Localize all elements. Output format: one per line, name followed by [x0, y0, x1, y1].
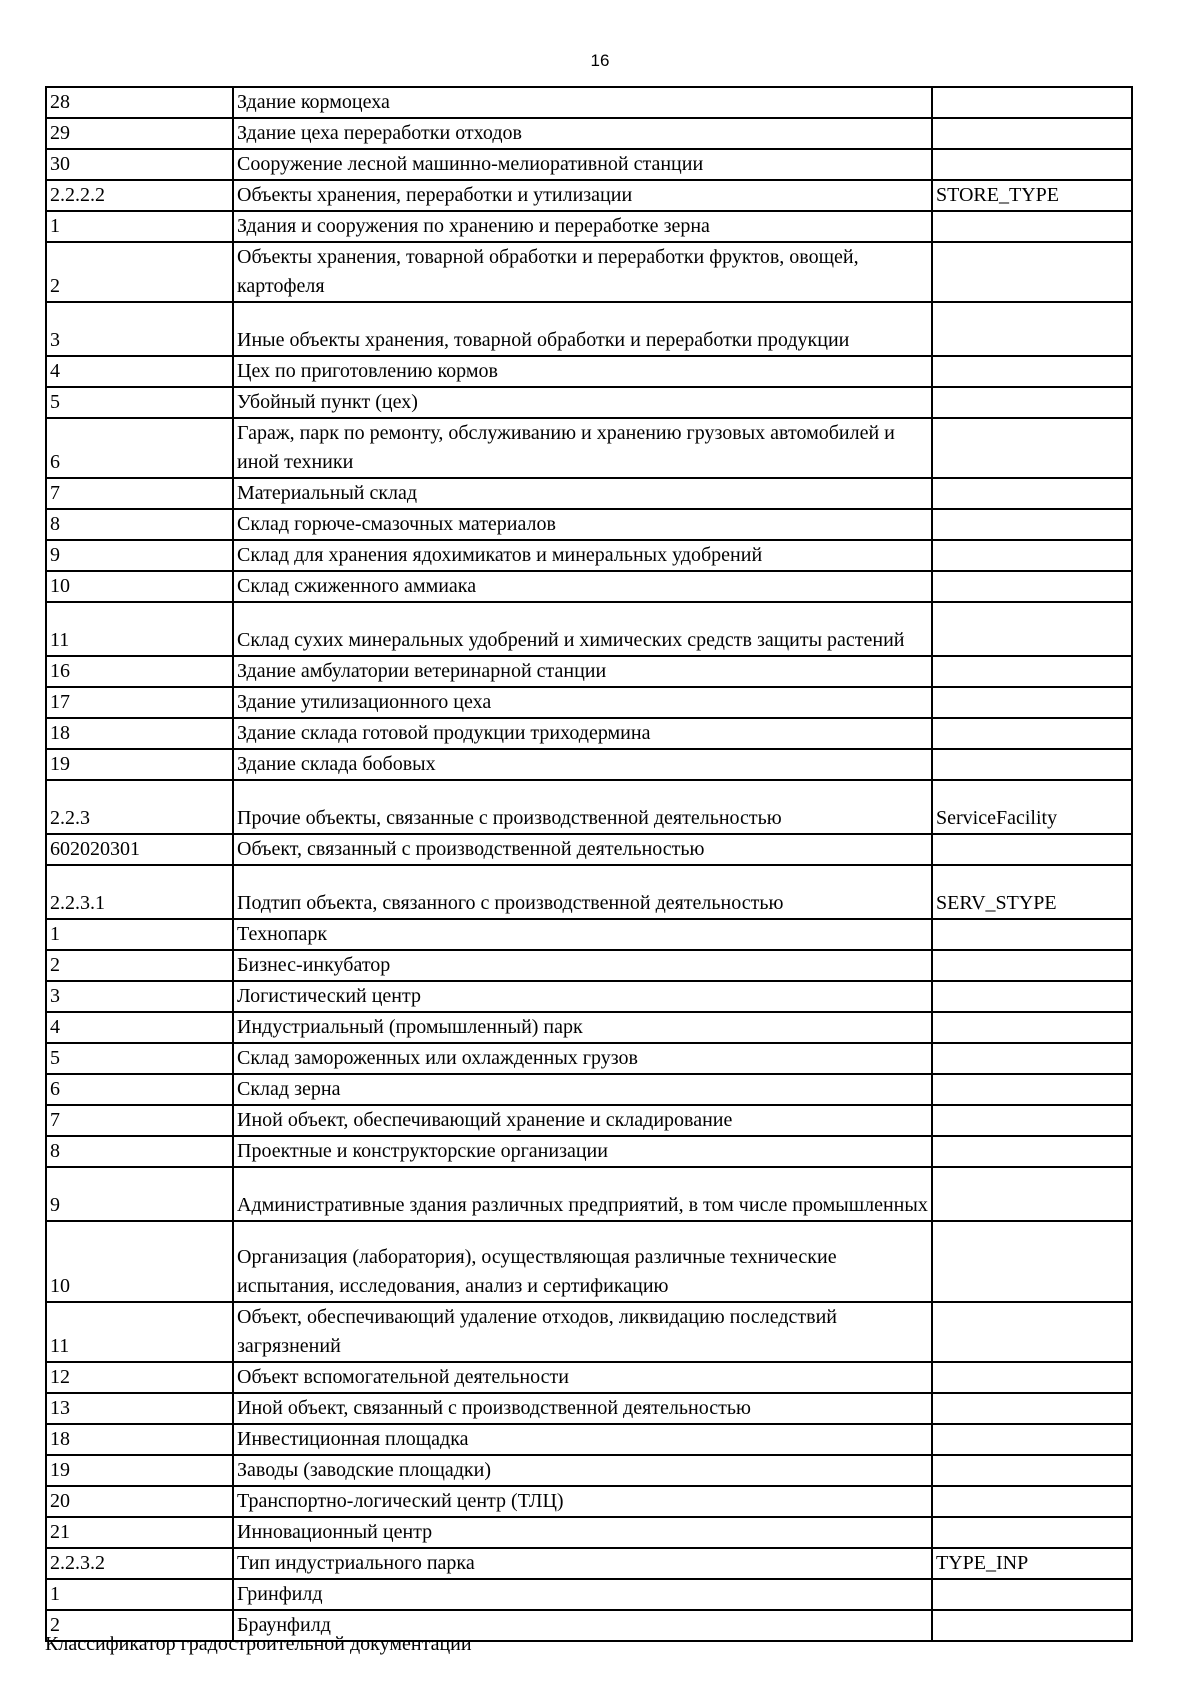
attribute-cell	[932, 211, 1132, 242]
table-row	[46, 687, 1132, 718]
table-row	[46, 387, 1132, 418]
attribute-cell	[932, 1610, 1132, 1641]
table-row	[46, 919, 1132, 950]
code-cell: 1	[46, 1579, 233, 1610]
code-cell: 28	[46, 87, 233, 118]
attribute-cell	[932, 1362, 1132, 1393]
name-cell: Здание кормоцеха	[233, 87, 932, 118]
attribute-cell	[932, 834, 1132, 865]
attribute-cell	[932, 1486, 1132, 1517]
attribute-cell	[932, 919, 1132, 950]
name-cell: Проектные и конструкторские организации	[233, 1136, 932, 1167]
attribute-cell	[932, 418, 1132, 478]
name-cell: Бизнес-инкубатор	[233, 950, 932, 981]
table-row	[46, 540, 1132, 571]
code-cell: 16	[46, 656, 233, 687]
table-row	[46, 718, 1132, 749]
code-cell: 7	[46, 1105, 233, 1136]
attribute-cell: SERV_STYPE	[932, 865, 1132, 919]
name-cell: Здание склада бобовых	[233, 749, 932, 780]
code-cell: 5	[46, 1043, 233, 1074]
attribute-cell	[932, 87, 1132, 118]
code-cell: 18	[46, 718, 233, 749]
attribute-cell	[932, 509, 1132, 540]
code-cell: 3	[46, 302, 233, 356]
table-row	[46, 242, 1132, 302]
table-row	[46, 865, 1132, 919]
name-cell: Сооружение лесной машинно-мелиоративной станции	[233, 149, 932, 180]
name-cell: Организация (лаборатория), осуществляющая различные технические испытания, исследования, анализ и сертификацию	[233, 1221, 932, 1302]
name-cell: Здания и сооружения по хранению и переработке зерна	[233, 211, 932, 242]
attribute-cell	[932, 602, 1132, 656]
attribute-cell	[932, 1012, 1132, 1043]
code-cell: 18	[46, 1424, 233, 1455]
table-row	[46, 1362, 1132, 1393]
attribute-cell	[932, 302, 1132, 356]
attribute-cell: TYPE_INP	[932, 1548, 1132, 1579]
code-cell: 13	[46, 1393, 233, 1424]
table-row	[46, 656, 1132, 687]
table-row	[46, 1221, 1132, 1302]
document-footer: Классификатор градостроительной документации	[45, 1633, 472, 1655]
table-row	[46, 571, 1132, 602]
name-cell: Материальный склад	[233, 478, 932, 509]
table-row	[46, 1517, 1132, 1548]
name-cell: Убойный пункт (цех)	[233, 387, 932, 418]
code-cell: 19	[46, 749, 233, 780]
attribute-cell	[932, 1455, 1132, 1486]
name-cell: Гараж, парк по ремонту, обслуживанию и хранению грузовых автомобилей и иной техники	[233, 418, 932, 478]
attribute-cell	[932, 540, 1132, 571]
code-cell: 11	[46, 1302, 233, 1362]
table-row	[46, 1012, 1132, 1043]
table-row	[46, 981, 1132, 1012]
table-row	[46, 509, 1132, 540]
table-row	[46, 1393, 1132, 1424]
code-cell: 1	[46, 211, 233, 242]
name-cell: Склад для хранения ядохимикатов и минеральных удобрений	[233, 540, 932, 571]
name-cell: Объект, связанный с производственной деятельностью	[233, 834, 932, 865]
classifier-table-body	[46, 87, 1132, 1641]
name-cell: Объект, обеспечивающий удаление отходов, ликвидацию последствий загрязнений	[233, 1302, 932, 1362]
attribute-cell	[932, 981, 1132, 1012]
name-cell: Инновационный центр	[233, 1517, 932, 1548]
table-row	[46, 149, 1132, 180]
code-cell: 2	[46, 950, 233, 981]
attribute-cell	[932, 571, 1132, 602]
table-row	[46, 1455, 1132, 1486]
attribute-cell	[932, 1393, 1132, 1424]
name-cell: Склад зерна	[233, 1074, 932, 1105]
attribute-cell	[932, 118, 1132, 149]
code-cell: 10	[46, 1221, 233, 1302]
table-row	[46, 478, 1132, 509]
classifier-table	[45, 86, 1133, 1642]
code-cell: 602020301	[46, 834, 233, 865]
name-cell: Технопарк	[233, 919, 932, 950]
name-cell: Заводы (заводские площадки)	[233, 1455, 932, 1486]
attribute-cell	[932, 950, 1132, 981]
attribute-cell	[932, 687, 1132, 718]
name-cell: Здание склада готовой продукции триходермина	[233, 718, 932, 749]
code-cell: 3	[46, 981, 233, 1012]
code-cell: 12	[46, 1362, 233, 1393]
code-cell: 9	[46, 1167, 233, 1221]
name-cell: Иные объекты хранения, товарной обработки и переработки продукции	[233, 302, 932, 356]
table-row	[46, 1548, 1132, 1579]
name-cell: Административные здания различных предприятий, в том числе промышленных	[233, 1167, 932, 1221]
table-row	[46, 602, 1132, 656]
attribute-cell	[932, 149, 1132, 180]
table-row	[46, 1579, 1132, 1610]
name-cell: Иной объект, обеспечивающий хранение и складирование	[233, 1105, 932, 1136]
table-row	[46, 950, 1132, 981]
name-cell: Цех по приготовлению кормов	[233, 356, 932, 387]
name-cell: Объекты хранения, товарной обработки и переработки фруктов, овощей, картофеля	[233, 242, 932, 302]
name-cell: Здание утилизационного цеха	[233, 687, 932, 718]
attribute-cell	[932, 1043, 1132, 1074]
name-cell: Иной объект, связанный с производственной деятельностью	[233, 1393, 932, 1424]
table-row	[46, 87, 1132, 118]
table-row	[46, 180, 1132, 211]
name-cell: Склад сухих минеральных удобрений и химических средств защиты растений	[233, 602, 932, 656]
code-cell: 11	[46, 602, 233, 656]
code-cell: 20	[46, 1486, 233, 1517]
code-cell: 2.2.3.1	[46, 865, 233, 919]
code-cell: 2	[46, 1610, 233, 1641]
attribute-cell	[932, 1424, 1132, 1455]
name-cell: Логистический центр	[233, 981, 932, 1012]
table-row	[46, 418, 1132, 478]
code-cell: 4	[46, 1012, 233, 1043]
name-cell: Транспортно-логический центр (ТЛЦ)	[233, 1486, 932, 1517]
code-cell: 21	[46, 1517, 233, 1548]
code-cell: 9	[46, 540, 233, 571]
attribute-cell	[932, 1105, 1132, 1136]
code-cell: 1	[46, 919, 233, 950]
attribute-cell	[932, 242, 1132, 302]
code-cell: 6	[46, 418, 233, 478]
table-row	[46, 780, 1132, 834]
name-cell: Тип индустриального парка	[233, 1548, 932, 1579]
table-row	[46, 749, 1132, 780]
name-cell: Подтип объекта, связанного с производственной деятельностью	[233, 865, 932, 919]
name-cell: Объекты хранения, переработки и утилизации	[233, 180, 932, 211]
name-cell: Склад сжиженного аммиака	[233, 571, 932, 602]
code-cell: 19	[46, 1455, 233, 1486]
code-cell: 2.2.3.2	[46, 1548, 233, 1579]
code-cell: 8	[46, 509, 233, 540]
attribute-cell	[932, 1517, 1132, 1548]
name-cell: Здание цеха переработки отходов	[233, 118, 932, 149]
code-cell: 2.2.2.2	[46, 180, 233, 211]
code-cell: 2	[46, 242, 233, 302]
attribute-cell	[932, 1074, 1132, 1105]
table-row	[46, 1486, 1132, 1517]
name-cell: Браунфилд	[233, 1610, 932, 1641]
name-cell: Склад горюче-смазочных материалов	[233, 509, 932, 540]
attribute-cell	[932, 356, 1132, 387]
attribute-cell	[932, 1221, 1132, 1302]
attribute-cell	[932, 387, 1132, 418]
table-row	[46, 118, 1132, 149]
code-cell: 7	[46, 478, 233, 509]
attribute-cell	[932, 1302, 1132, 1362]
code-cell: 2.2.3	[46, 780, 233, 834]
table-row	[46, 1302, 1132, 1362]
attribute-cell	[932, 1167, 1132, 1221]
table-row	[46, 1424, 1132, 1455]
name-cell: Прочие объекты, связанные с производственной деятельностью	[233, 780, 932, 834]
name-cell: Склад замороженных или охлажденных грузов	[233, 1043, 932, 1074]
table-row	[46, 834, 1132, 865]
code-cell: 10	[46, 571, 233, 602]
attribute-cell: ServiceFacility	[932, 780, 1132, 834]
table-row	[46, 302, 1132, 356]
attribute-cell	[932, 1579, 1132, 1610]
name-cell: Инвестиционная площадка	[233, 1424, 932, 1455]
table-row	[46, 1136, 1132, 1167]
code-cell: 29	[46, 118, 233, 149]
code-cell: 5	[46, 387, 233, 418]
code-cell: 4	[46, 356, 233, 387]
name-cell: Объект вспомогательной деятельности	[233, 1362, 932, 1393]
name-cell: Гринфилд	[233, 1579, 932, 1610]
table-row	[46, 1105, 1132, 1136]
attribute-cell	[932, 656, 1132, 687]
attribute-cell	[932, 749, 1132, 780]
name-cell: Здание амбулатории ветеринарной станции	[233, 656, 932, 687]
name-cell: Индустриальный (промышленный) парк	[233, 1012, 932, 1043]
attribute-cell	[932, 1136, 1132, 1167]
table-row	[46, 356, 1132, 387]
page-number: 16	[590, 51, 610, 70]
code-cell: 8	[46, 1136, 233, 1167]
table-row	[46, 211, 1132, 242]
table-row	[46, 1043, 1132, 1074]
code-cell: 6	[46, 1074, 233, 1105]
code-cell: 30	[46, 149, 233, 180]
table-row	[46, 1167, 1132, 1221]
table-row	[46, 1074, 1132, 1105]
code-cell: 17	[46, 687, 233, 718]
attribute-cell: STORE_TYPE	[932, 180, 1132, 211]
attribute-cell	[932, 478, 1132, 509]
attribute-cell	[932, 718, 1132, 749]
